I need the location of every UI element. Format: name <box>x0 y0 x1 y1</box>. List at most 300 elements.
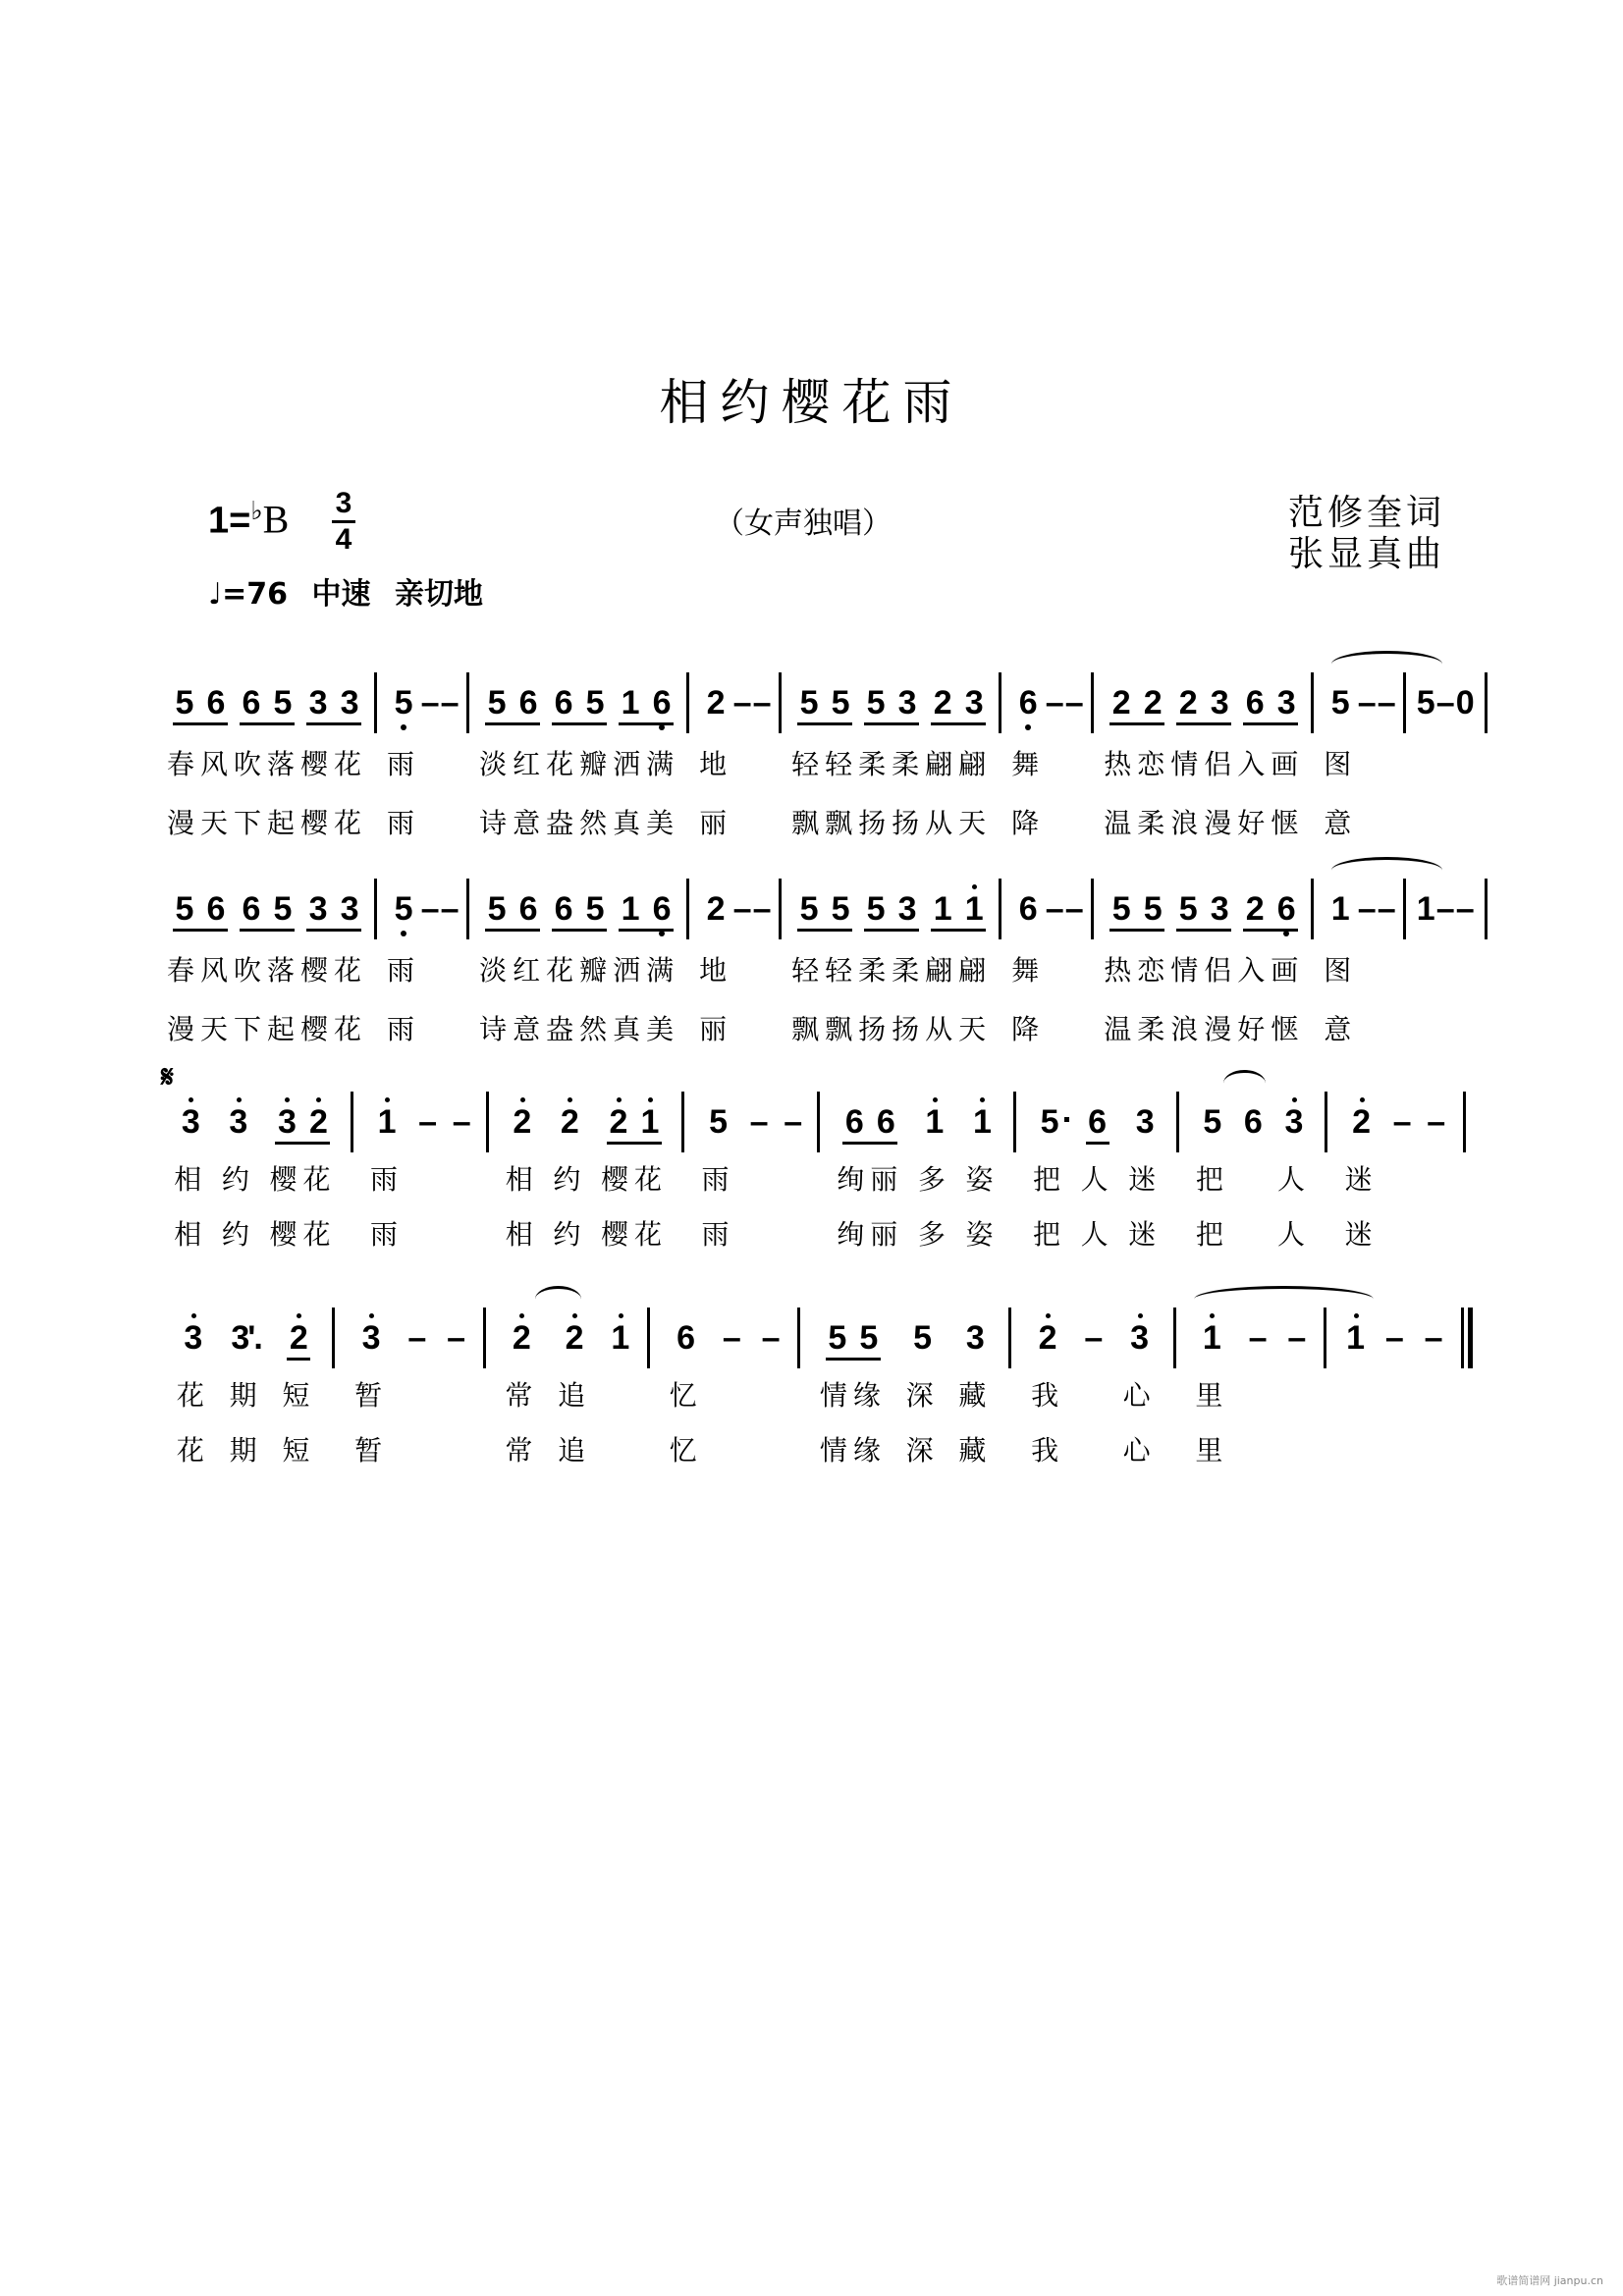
measure <box>377 879 469 1057</box>
lyric-verse-2 <box>443 792 458 851</box>
lyric-verse-1 <box>1419 733 1434 792</box>
beamed-notes <box>799 879 850 939</box>
notes <box>1435 879 1455 939</box>
note: 2 <box>513 1102 532 1141</box>
lyric-verse-1: 雨 <box>387 748 421 780</box>
notes <box>513 1092 532 1152</box>
lyric-verse-2: 漫天 <box>167 807 235 839</box>
barline <box>647 1308 650 1368</box>
note: 5 <box>1040 1103 1059 1142</box>
lyric-verse-2: 降 <box>1011 807 1046 839</box>
lyric-verse-2: 意 <box>1324 1013 1358 1045</box>
tempo-mark: ♩=76 <box>208 577 289 612</box>
lyric-verse-1: 樱花 <box>300 954 368 987</box>
notes <box>1287 1308 1307 1368</box>
note: 5 <box>273 683 293 721</box>
lyric-verse-1: 花瓣 <box>546 954 614 987</box>
barline <box>681 1092 684 1152</box>
score-row <box>157 1308 1463 1478</box>
note: 6 <box>518 683 538 721</box>
dash: – <box>1384 1318 1404 1357</box>
lyric-verse-2 <box>409 1423 424 1478</box>
note-group <box>702 1092 735 1262</box>
note: 6 <box>1018 683 1038 721</box>
lyric-verse-1 <box>443 733 458 792</box>
lyric-verse-2: 浪漫 <box>1170 1013 1238 1045</box>
lyric-verse-2: 短 <box>282 1434 316 1467</box>
lyric-verse-2: 迷 <box>1128 1218 1163 1251</box>
lyric-verse-1: 樱花 <box>269 1163 337 1196</box>
notes <box>1357 672 1377 733</box>
lyric-verse-2 <box>1427 1423 1441 1478</box>
dash: – <box>1392 1102 1412 1141</box>
dash: – <box>418 1102 438 1141</box>
lyric-verse-1 <box>1438 939 1453 998</box>
lyric-verse-1: 翩翩 <box>925 954 993 987</box>
note-group <box>1287 1308 1307 1478</box>
note: 1 <box>1202 1318 1221 1357</box>
dash: – <box>1377 683 1396 721</box>
lyric-verse-1: 情缘 <box>819 1379 887 1412</box>
dash: – <box>1045 683 1064 721</box>
lyric-verse-2 <box>1048 998 1062 1057</box>
lyric-verse-1: 雨 <box>370 1163 405 1196</box>
lyric-verse-2 <box>1458 792 1473 851</box>
lyric-verse-1 <box>752 1152 767 1207</box>
note: 1 <box>1330 889 1350 928</box>
note-group <box>858 672 925 851</box>
note: 1 <box>1346 1318 1366 1357</box>
notes <box>1064 879 1084 939</box>
note-group <box>387 672 420 851</box>
lyric-verse-2: 诗意 <box>479 1013 547 1045</box>
lyric-verse-2 <box>735 792 750 851</box>
dash: – <box>722 1318 741 1357</box>
lyric-verse-1: 追 <box>558 1379 592 1412</box>
notes <box>1084 1308 1104 1368</box>
tempo-speed: 中速 <box>311 577 371 612</box>
barline <box>686 672 689 733</box>
note-group <box>699 672 732 851</box>
lyric-verse-1: 入画 <box>1237 954 1305 987</box>
lyric-verse-2: 迷 <box>1344 1218 1379 1251</box>
measure <box>1179 1092 1328 1262</box>
lyric-verse-2: 常 <box>505 1434 539 1467</box>
note: 5 <box>799 683 819 721</box>
beamed-notes <box>1111 879 1163 939</box>
score-row <box>157 879 1475 1057</box>
barline <box>1013 1092 1016 1152</box>
end-barline <box>1463 1092 1466 1152</box>
note: 6 <box>518 889 538 928</box>
lyric-verse-1 <box>755 733 770 792</box>
lyric-verse-1 <box>1360 939 1375 998</box>
lyric-verse-1 <box>785 1152 800 1207</box>
note: 2 <box>706 683 726 721</box>
lyric-verse-2: 扬扬 <box>858 1013 926 1045</box>
note: 6 <box>1088 1102 1108 1141</box>
note: 2 <box>512 1318 531 1357</box>
barline <box>1173 1308 1176 1368</box>
lyric-verse-2 <box>1419 998 1434 1057</box>
lyric-verse-2: 飘飘 <box>791 807 859 839</box>
dash: – <box>1424 1318 1443 1357</box>
notes <box>1130 1308 1150 1368</box>
lyric-verse-1: 轻轻 <box>791 954 859 987</box>
notes <box>1377 879 1396 939</box>
note: 6 <box>676 1318 696 1357</box>
lyric-verse-2: 盎然 <box>546 1013 614 1045</box>
beamed-notes <box>289 1308 308 1368</box>
key-note: B <box>262 497 290 542</box>
note-group <box>1377 879 1396 1057</box>
lyric-verse-2: 暂 <box>354 1434 389 1467</box>
notes <box>752 672 772 733</box>
note: 6 <box>652 889 672 928</box>
lyric-verse-2: 约 <box>553 1218 587 1251</box>
lyric-verse-1 <box>1246 1152 1261 1207</box>
lyric-verse-2 <box>1380 998 1394 1057</box>
note-group <box>282 1308 315 1478</box>
lyric-verse-2: 扬扬 <box>858 807 926 839</box>
note: 3 <box>1210 683 1229 721</box>
note: 5 <box>394 889 413 928</box>
notes <box>1455 879 1475 939</box>
lyric-verse-2: 人 <box>1276 1218 1311 1251</box>
watermark: 歌谱简谱网 jianpu.cn <box>1496 2274 1603 2287</box>
note-group <box>1435 879 1455 1057</box>
note-group <box>752 672 772 851</box>
dash: – <box>1427 1102 1446 1141</box>
note-group <box>234 672 300 851</box>
lyric-verse-1: 多 <box>917 1163 951 1196</box>
lyric-verse-2: 飘飘 <box>791 1013 859 1045</box>
lyric-verse-2: 樱花 <box>300 807 368 839</box>
lyric-verse-1 <box>1458 939 1473 998</box>
note-group <box>784 1092 803 1262</box>
lyric-verse-2: 从天 <box>925 807 993 839</box>
barline <box>1324 1308 1326 1368</box>
measure <box>689 672 782 851</box>
note: 3 <box>277 1102 297 1141</box>
barline <box>483 1308 486 1368</box>
note: 1 <box>972 1102 992 1141</box>
lyric-verse-1 <box>1380 939 1394 998</box>
note-group <box>418 1092 438 1262</box>
note-group <box>167 672 234 851</box>
notes <box>560 1092 579 1152</box>
note-group <box>761 1308 781 1478</box>
note-group <box>222 1092 255 1262</box>
lyric-verse-2 <box>1438 792 1453 851</box>
lyric-verse-2: 把 <box>1195 1218 1229 1251</box>
barline <box>1008 1308 1011 1368</box>
lyric-verse-1 <box>455 1152 469 1207</box>
lyric-verse-1: 春风 <box>167 748 235 780</box>
dash: – <box>1455 889 1475 928</box>
measure <box>377 672 469 851</box>
lyric-verse-2 <box>1395 1207 1410 1262</box>
lyric-verse-2: 下起 <box>234 1013 301 1045</box>
note-group <box>1170 672 1237 851</box>
measure <box>1176 1308 1326 1478</box>
lyric-verse-1: 图 <box>1324 748 1358 780</box>
lyric-verse-1: 花瓣 <box>546 748 614 780</box>
lyric-verse-2 <box>1246 1207 1261 1262</box>
tie-slur <box>1223 1070 1265 1096</box>
composer: 张显真曲 <box>1288 534 1446 574</box>
note-group <box>440 672 460 851</box>
note-group <box>906 1308 940 1478</box>
notes <box>229 1092 248 1152</box>
dash: – <box>784 1102 803 1141</box>
beamed-notes <box>554 879 605 939</box>
beamed-notes <box>933 672 984 733</box>
lyric-verse-2 <box>1380 792 1394 851</box>
notes <box>972 1092 992 1152</box>
note: 6 <box>554 683 573 721</box>
note-group <box>1345 1092 1379 1262</box>
note: 2 <box>1111 683 1131 721</box>
measure <box>489 1092 685 1262</box>
note: 5 <box>866 683 886 721</box>
lyric-verse-2 <box>1419 792 1434 851</box>
notes <box>761 1308 781 1368</box>
notes <box>361 1308 381 1368</box>
measure <box>157 672 377 851</box>
lyric-verse-2: 真美 <box>613 1013 680 1045</box>
lyric-verse-1 <box>1387 1368 1402 1423</box>
note-group <box>1128 1092 1162 1262</box>
note: 0 <box>1455 683 1475 721</box>
lyric-verse-1: 翩翩 <box>925 748 993 780</box>
augmentation-dot <box>1064 1117 1069 1122</box>
lyric-verse-1: 人 <box>1276 1163 1311 1196</box>
lyric-verse-1: 暂 <box>354 1379 389 1412</box>
lyric-verse-1: 柔柔 <box>858 954 926 987</box>
lyric-verse-2: 心 <box>1122 1434 1157 1467</box>
note-group <box>1248 1308 1268 1478</box>
note: 5 <box>866 889 886 928</box>
note-group <box>1416 879 1435 1057</box>
notes <box>1038 1308 1057 1368</box>
note-group <box>1084 1308 1104 1478</box>
tempo-expression: 亲切地 <box>394 577 483 612</box>
beamed-notes <box>175 672 226 733</box>
dotted-note: 3'. <box>231 1318 261 1357</box>
dash: – <box>1435 683 1455 721</box>
note: 1 <box>964 889 984 928</box>
note-group <box>1237 672 1304 851</box>
notes <box>706 879 726 939</box>
lyric-verse-1: 里 <box>1195 1379 1229 1412</box>
note-group <box>601 1092 668 1262</box>
note-group <box>269 1092 336 1262</box>
lyric-verse-2: 人 <box>1080 1218 1114 1251</box>
notes <box>1427 1092 1446 1152</box>
lyric-verse-2: 丽 <box>699 807 733 839</box>
lyric-verse-1 <box>755 939 770 998</box>
note: 3 <box>1276 683 1296 721</box>
note-group <box>479 672 546 851</box>
notes <box>1346 1308 1366 1368</box>
lyric-verse-1 <box>1427 1368 1441 1423</box>
notes <box>1424 1308 1443 1368</box>
dash: – <box>761 1318 781 1357</box>
lyric-verse-2 <box>764 1423 779 1478</box>
note: 3 <box>184 1318 203 1357</box>
barline <box>332 1308 335 1368</box>
beamed-notes <box>242 879 293 939</box>
notes <box>1384 1308 1404 1368</box>
lyric-verse-1 <box>1380 733 1394 792</box>
lyric-verse-1: 柔柔 <box>858 748 926 780</box>
measure <box>650 1308 800 1478</box>
barline <box>686 879 689 939</box>
note-group <box>479 879 546 1057</box>
key-prefix: 1= <box>208 500 251 542</box>
lyric-verse-2 <box>443 998 458 1057</box>
time-sig-bottom: 4 <box>335 523 352 556</box>
note: 6 <box>206 683 226 721</box>
song-title: 相约樱花雨 <box>659 374 964 431</box>
lyric-verse-2: 意 <box>1324 807 1358 839</box>
lyric-verse-2: 真美 <box>613 807 680 839</box>
lyric-verse-1: 雨 <box>387 954 421 987</box>
lyric-verse-2: 把 <box>1033 1218 1067 1251</box>
barline <box>1403 879 1406 939</box>
note-group <box>732 879 752 1057</box>
lyric-verse-1 <box>1067 733 1082 792</box>
measure <box>486 1308 650 1478</box>
notes <box>611 1308 630 1368</box>
note-group <box>505 1308 538 1478</box>
dash: – <box>1357 889 1377 928</box>
notes <box>452 1092 471 1152</box>
note: 3 <box>965 1318 985 1357</box>
barline <box>1325 1092 1327 1152</box>
lyric-verse-2 <box>1348 1423 1363 1478</box>
lyric-verse-2: 忆 <box>669 1434 703 1467</box>
note-group <box>752 879 772 1057</box>
note-group <box>958 1308 992 1478</box>
lyric-verse-1 <box>735 733 750 792</box>
lyric-verse-1: 相 <box>505 1163 539 1196</box>
time-sig-top: 3 <box>335 487 352 519</box>
lyric-verse-2: 漫天 <box>167 1013 235 1045</box>
beamed-notes <box>866 672 917 733</box>
note: 3 <box>229 1102 248 1141</box>
barline <box>999 879 1001 939</box>
lyric-verse-2 <box>613 1423 627 1478</box>
lyric-verse-1: 热恋 <box>1104 748 1171 780</box>
note-group <box>791 879 858 1057</box>
measure <box>469 879 689 1057</box>
note-group <box>722 1308 741 1478</box>
note-group <box>1045 879 1064 1057</box>
note-group <box>858 879 925 1057</box>
lyric-verse-1 <box>1360 733 1375 792</box>
note: 6 <box>554 889 573 928</box>
note-group <box>407 1308 427 1478</box>
note-group <box>1195 1308 1228 1478</box>
lyric-verse-2: 情缘 <box>819 1434 887 1467</box>
note: 2 <box>560 1102 579 1141</box>
note-group <box>174 1092 207 1262</box>
note: 1 <box>1416 889 1435 928</box>
measure <box>1406 879 1485 1057</box>
beamed-notes <box>609 1092 660 1152</box>
lyric-verse-2 <box>1387 1423 1402 1478</box>
beamed-notes <box>487 879 538 939</box>
note-group <box>387 879 420 1057</box>
lyric-verse-1 <box>1429 1152 1443 1207</box>
lyric-verse-1: 洒满 <box>613 748 680 780</box>
note: 5 <box>394 683 413 721</box>
note: 1 <box>377 1102 397 1141</box>
note-group <box>440 879 460 1057</box>
note-group <box>1384 1308 1404 1478</box>
dash: – <box>752 683 772 721</box>
beamed-notes <box>308 879 359 939</box>
dash: – <box>1357 683 1377 721</box>
barline <box>1311 672 1314 733</box>
lyric-verse-2: 盎然 <box>546 807 614 839</box>
notes <box>784 1092 803 1152</box>
barline <box>779 672 782 733</box>
measure <box>1326 1308 1463 1478</box>
measure <box>335 1308 485 1478</box>
notes <box>1045 672 1064 733</box>
credits <box>1288 493 1445 575</box>
lyric-verse-2: 雨 <box>387 807 421 839</box>
note-group <box>546 672 613 851</box>
note-group <box>1081 1092 1114 1262</box>
lyric-verse-1 <box>1048 733 1062 792</box>
lyric-verse-1: 迷 <box>1344 1163 1379 1196</box>
note-group <box>452 1092 471 1262</box>
lyric-verse-2 <box>449 1423 463 1478</box>
lyric-verse-2: 姿 <box>965 1218 1000 1251</box>
note-group <box>1435 672 1455 851</box>
lyric-verse-1 <box>1251 1368 1266 1423</box>
lyric-verse-1: 人 <box>1080 1163 1114 1196</box>
note: 5 <box>831 683 850 721</box>
notes <box>420 879 440 939</box>
note-group <box>1416 672 1435 851</box>
note: 3 <box>1284 1102 1304 1141</box>
measure <box>782 879 1001 1057</box>
note: 2 <box>1038 1318 1057 1357</box>
note: 1 <box>611 1318 630 1357</box>
dash: – <box>1084 1318 1104 1357</box>
notes <box>1416 879 1435 939</box>
measure <box>157 879 377 1057</box>
note: 2 <box>1178 683 1198 721</box>
beamed-notes <box>175 879 226 939</box>
notes <box>394 672 413 733</box>
beamed-notes <box>621 879 672 939</box>
note-group <box>670 1308 703 1478</box>
lyric-verse-1 <box>725 1368 739 1423</box>
note-group <box>1324 672 1357 851</box>
note-group <box>918 1092 951 1262</box>
note: 2 <box>706 889 726 928</box>
note-group <box>1237 879 1304 1057</box>
note: 5 <box>487 683 507 721</box>
lyric-verse-2 <box>1289 1423 1304 1478</box>
note-group <box>1455 879 1475 1057</box>
